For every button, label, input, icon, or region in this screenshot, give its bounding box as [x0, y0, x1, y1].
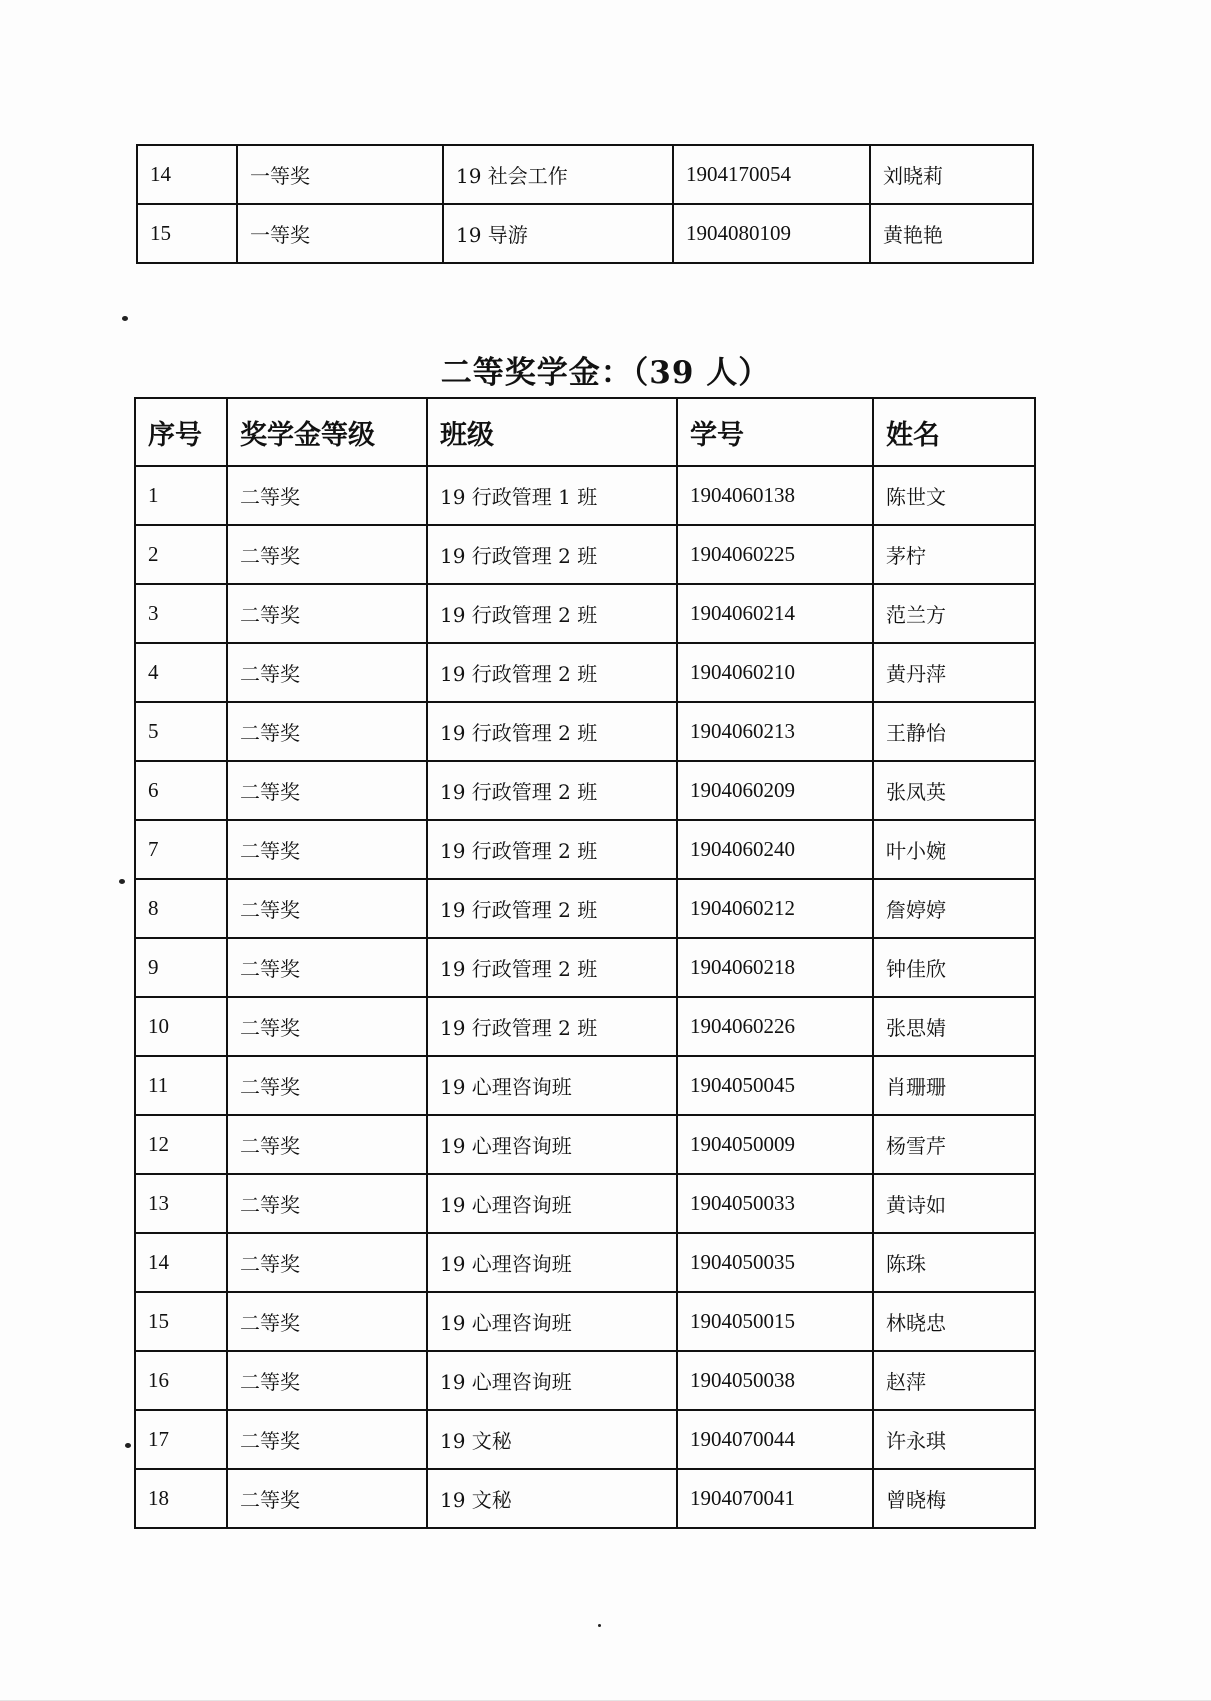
cell-name: 张思婧: [873, 997, 1035, 1056]
cell-level: 二等奖: [227, 1351, 427, 1410]
cell-level: 二等奖: [227, 1292, 427, 1351]
cell-name: 许永琪: [873, 1410, 1035, 1469]
second-prize-table: [134, 397, 1036, 1529]
cell-level: 二等奖: [227, 466, 427, 525]
cell-no: 15: [135, 1292, 227, 1351]
cell-class: 19 行政管理 2 班: [427, 997, 677, 1056]
table-row: [135, 938, 1035, 997]
cell-name: 陈珠: [873, 1233, 1035, 1292]
cell-name: 范兰方: [873, 584, 1035, 643]
cell-class: 19 心理咨询班: [427, 1233, 677, 1292]
cell-no: 4: [135, 643, 227, 702]
cell-class: 19 文秘: [427, 1410, 677, 1469]
cell-no: 13: [135, 1174, 227, 1233]
cell-class: 19 文秘: [427, 1469, 677, 1528]
table-row: [135, 1056, 1035, 1115]
cell-level: 一等奖: [237, 204, 443, 263]
header-student-id: 学号: [677, 398, 873, 466]
cell-class: 19 行政管理 2 班: [427, 879, 677, 938]
cell-level: 二等奖: [227, 1115, 427, 1174]
cell-level: 二等奖: [227, 879, 427, 938]
cell-student-id: 1904060209: [677, 761, 873, 820]
cell-class: 19 行政管理 2 班: [427, 761, 677, 820]
cell-no: 2: [135, 525, 227, 584]
cell-no: 1: [135, 466, 227, 525]
cell-class: 19 社会工作: [443, 145, 673, 204]
header-level: 奖学金等级: [227, 398, 427, 466]
scan-speck: [119, 879, 125, 884]
table-row: [135, 584, 1035, 643]
scan-speck: [122, 316, 128, 321]
cell-no: 16: [135, 1351, 227, 1410]
cell-class: 19 行政管理 1 班: [427, 466, 677, 525]
table-row: [135, 1410, 1035, 1469]
table-row: [135, 1292, 1035, 1351]
cell-student-id: 1904050015: [677, 1292, 873, 1351]
cell-no: 8: [135, 879, 227, 938]
table-row: [135, 1115, 1035, 1174]
cell-name: 刘晓莉: [870, 145, 1033, 204]
table-row: [135, 761, 1035, 820]
cell-name: 张凤英: [873, 761, 1035, 820]
table-header-row: [135, 398, 1035, 466]
cell-name: 陈世文: [873, 466, 1035, 525]
cell-student-id: 1904080109: [673, 204, 870, 263]
table-row: [135, 643, 1035, 702]
cell-level: 二等奖: [227, 525, 427, 584]
cell-student-id: 1904060225: [677, 525, 873, 584]
cell-name: 钟佳欣: [873, 938, 1035, 997]
cell-level: 二等奖: [227, 1410, 427, 1469]
table-row: [135, 702, 1035, 761]
cell-student-id: 1904060240: [677, 820, 873, 879]
cell-level: 二等奖: [227, 1233, 427, 1292]
cell-name: 赵萍: [873, 1351, 1035, 1410]
cell-student-id: 1904060138: [677, 466, 873, 525]
first-prize-table-body: [137, 145, 1033, 263]
table-row: [135, 1351, 1035, 1410]
first-prize-table-continued: [136, 144, 1034, 264]
cell-class: 19 心理咨询班: [427, 1115, 677, 1174]
cell-student-id: 1904060212: [677, 879, 873, 938]
cell-class: 19 行政管理 2 班: [427, 938, 677, 997]
cell-class: 19 心理咨询班: [427, 1292, 677, 1351]
cell-name: 詹婷婷: [873, 879, 1035, 938]
table-row: [135, 1233, 1035, 1292]
cell-class: 19 心理咨询班: [427, 1351, 677, 1410]
cell-no: 14: [137, 145, 237, 204]
table-row: [135, 997, 1035, 1056]
cell-student-id: 1904170054: [673, 145, 870, 204]
cell-student-id: 1904060218: [677, 938, 873, 997]
cell-level: 二等奖: [227, 1056, 427, 1115]
cell-level: 二等奖: [227, 702, 427, 761]
cell-no: 11: [135, 1056, 227, 1115]
table-row: [135, 1174, 1035, 1233]
cell-no: 12: [135, 1115, 227, 1174]
cell-student-id: 1904050038: [677, 1351, 873, 1410]
table-row: [135, 466, 1035, 525]
cell-no: 9: [135, 938, 227, 997]
cell-level: 二等奖: [227, 643, 427, 702]
scan-speck: [125, 1443, 131, 1448]
cell-name: 杨雪芹: [873, 1115, 1035, 1174]
cell-no: 6: [135, 761, 227, 820]
cell-name: 黄艳艳: [870, 204, 1033, 263]
second-prize-title: 二等奖学金：（39 人）: [440, 355, 771, 391]
cell-class: 19 行政管理 2 班: [427, 643, 677, 702]
cell-class: 19 行政管理 2 班: [427, 584, 677, 643]
cell-no: 17: [135, 1410, 227, 1469]
table-row: [137, 204, 1033, 263]
second-prize-table-body: [135, 466, 1035, 1528]
cell-name: 曾晓梅: [873, 1469, 1035, 1528]
cell-name: 王静怡: [873, 702, 1035, 761]
cell-student-id: 1904050009: [677, 1115, 873, 1174]
cell-student-id: 1904070041: [677, 1469, 873, 1528]
cell-name: 林晓忠: [873, 1292, 1035, 1351]
table-row: [137, 145, 1033, 204]
cell-class: 19 心理咨询班: [427, 1174, 677, 1233]
cell-level: 二等奖: [227, 584, 427, 643]
cell-student-id: 1904050035: [677, 1233, 873, 1292]
cell-name: 黄丹萍: [873, 643, 1035, 702]
cell-level: 二等奖: [227, 820, 427, 879]
cell-student-id: 1904060213: [677, 702, 873, 761]
cell-level: 二等奖: [227, 761, 427, 820]
table-row: [135, 1469, 1035, 1528]
cell-class: 19 行政管理 2 班: [427, 525, 677, 584]
cell-no: 18: [135, 1469, 227, 1528]
cell-no: 7: [135, 820, 227, 879]
cell-student-id: 1904050045: [677, 1056, 873, 1115]
cell-no: 10: [135, 997, 227, 1056]
table-row: [135, 525, 1035, 584]
header-no: 序号: [135, 398, 227, 466]
cell-name: 黄诗如: [873, 1174, 1035, 1233]
cell-no: 3: [135, 584, 227, 643]
cell-class: 19 心理咨询班: [427, 1056, 677, 1115]
cell-level: 二等奖: [227, 1174, 427, 1233]
cell-level: 一等奖: [237, 145, 443, 204]
cell-class: 19 行政管理 2 班: [427, 702, 677, 761]
cell-student-id: 1904060214: [677, 584, 873, 643]
cell-no: 5: [135, 702, 227, 761]
cell-class: 19 行政管理 2 班: [427, 820, 677, 879]
cell-student-id: 1904060226: [677, 997, 873, 1056]
header-name: 姓名: [873, 398, 1035, 466]
cell-student-id: 1904060210: [677, 643, 873, 702]
table-row: [135, 879, 1035, 938]
cell-name: 茅柠: [873, 525, 1035, 584]
cell-name: 叶小婉: [873, 820, 1035, 879]
scan-speck: [598, 1624, 601, 1627]
cell-class: 19 导游: [443, 204, 673, 263]
cell-no: 14: [135, 1233, 227, 1292]
cell-student-id: 1904070044: [677, 1410, 873, 1469]
table-row: [135, 820, 1035, 879]
cell-level: 二等奖: [227, 1469, 427, 1528]
cell-name: 肖珊珊: [873, 1056, 1035, 1115]
cell-student-id: 1904050033: [677, 1174, 873, 1233]
header-class: 班级: [427, 398, 677, 466]
cell-level: 二等奖: [227, 997, 427, 1056]
cell-no: 15: [137, 204, 237, 263]
cell-level: 二等奖: [227, 938, 427, 997]
